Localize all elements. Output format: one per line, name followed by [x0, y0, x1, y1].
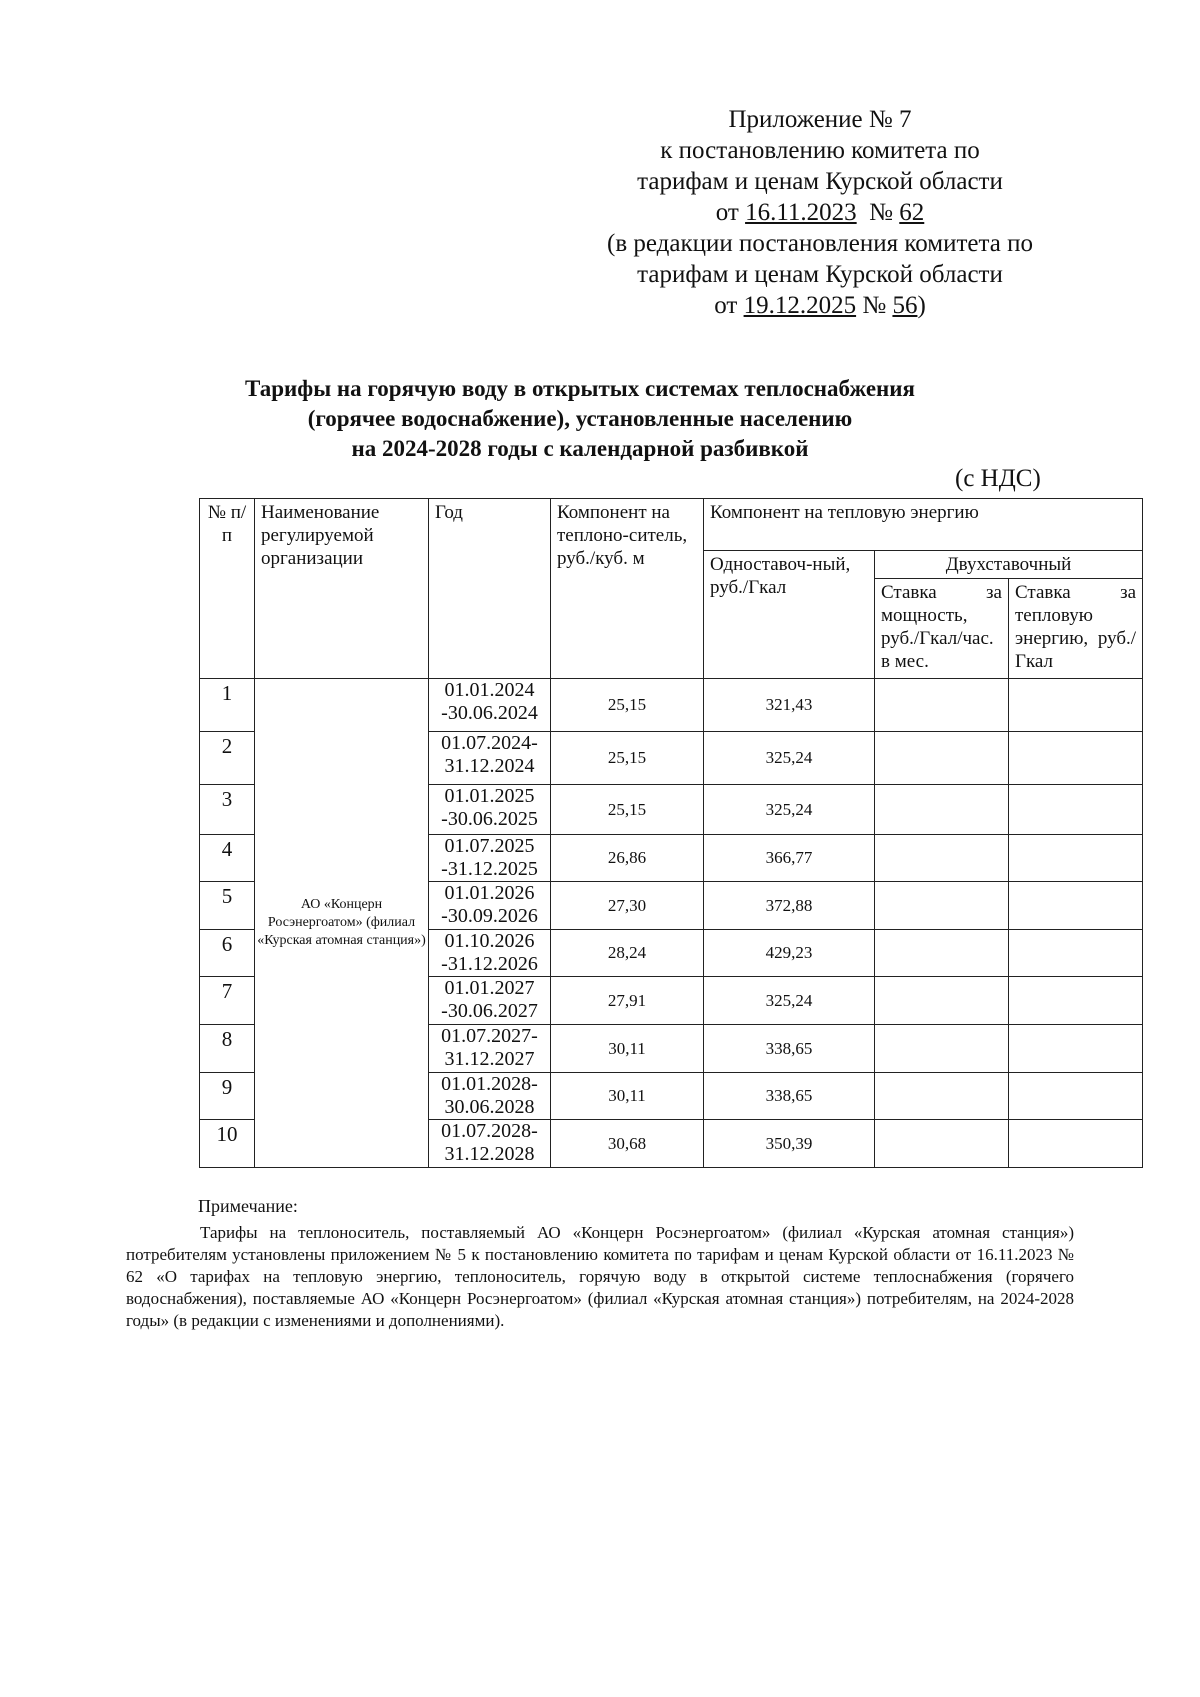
edit-line2: тарифам и ценам Курской области	[637, 261, 1003, 288]
period-end: -30.06.2024	[441, 702, 538, 724]
row-energy-rate	[1009, 732, 1143, 785]
header-org: Наименование регулируемой организации	[255, 499, 429, 679]
row-capacity-rate	[875, 732, 1009, 785]
appendix-num-prefix: №	[869, 199, 894, 226]
note-text: Тарифы на теплоноситель, поставляемый АО «Концерн Росэнергоатом» (филиал «Курская атомная станция») потребителям установлены приложением № 5 к постановлению комитета по тарифам и ценам Курской области от 16.11.2023 № 62 «О тарифах на тепловую энергию, теплоноситель, горячую воду в открытой системе теплоснабжения (горячего водоснабжения), поставляемые АО «Концерн Росэнергоатом» (филиал «Курская атомная станция») потребителям, на 2024-2028 годы» (в редакции с изменениями и дополнениями).	[126, 1223, 1074, 1330]
row-period	[429, 882, 551, 930]
row-capacity-rate	[875, 1120, 1009, 1168]
row-carrier: 30,11	[551, 1025, 704, 1073]
row-num: 6	[200, 930, 255, 977]
period-end: -30.09.2026	[441, 905, 538, 927]
period-start: 01.01.2025	[444, 785, 535, 807]
row-energy-rate	[1009, 785, 1143, 835]
period-start: 01.10.2026	[444, 930, 535, 952]
row-period	[429, 835, 551, 882]
row-period	[429, 1025, 551, 1073]
edit-num: 56	[892, 292, 918, 319]
period-end: -31.12.2026	[441, 953, 538, 975]
row-carrier: 28,24	[551, 930, 704, 977]
row-energy-rate	[1009, 1120, 1143, 1168]
row-carrier: 25,15	[551, 679, 704, 732]
edit-date: 19.12.2025	[743, 292, 857, 319]
row-single-rate: 338,65	[704, 1025, 875, 1073]
period-start: 01.01.2024	[444, 679, 535, 701]
row-period	[429, 1120, 551, 1168]
period-end: 31.12.2028	[444, 1143, 535, 1165]
table-row	[200, 679, 1143, 732]
row-num: 4	[200, 835, 255, 882]
row-energy-rate	[1009, 977, 1143, 1025]
period-start: 01.01.2027	[444, 977, 535, 999]
row-capacity-rate	[875, 977, 1009, 1025]
vat-note: (с НДС)	[955, 465, 1041, 492]
header-two-rate: Двухставочный	[875, 551, 1143, 579]
row-energy-rate	[1009, 1025, 1143, 1073]
period-start: 01.07.2025	[444, 835, 535, 857]
edit-date-prefix: от	[714, 292, 738, 319]
appendix-line3: тарифам и ценам Курской области	[637, 168, 1003, 195]
row-energy-rate	[1009, 1073, 1143, 1120]
row-capacity-rate	[875, 1025, 1009, 1073]
title-line2: (горячее водоснабжение), установленные населению	[307, 406, 853, 431]
appendix-header	[560, 104, 1080, 321]
row-single-rate: 325,24	[704, 785, 875, 835]
appendix-num: 62	[899, 199, 925, 226]
header-energy-rate: Ставка за тепловую энергию, руб./Гкал	[1009, 579, 1143, 679]
period-start: 01.07.2028-	[441, 1120, 538, 1142]
note-title: Примечание:	[198, 1196, 298, 1216]
tariff-table	[199, 498, 1143, 1168]
header-thermal: Компонент на тепловую энергию	[704, 499, 1143, 551]
row-capacity-rate	[875, 1073, 1009, 1120]
header-carrier: Компонент на теплоно-ситель, руб./куб. м	[551, 499, 704, 679]
row-energy-rate	[1009, 679, 1143, 732]
period-start: 01.01.2026	[444, 882, 535, 904]
row-carrier: 25,15	[551, 785, 704, 835]
row-capacity-rate	[875, 882, 1009, 930]
row-period	[429, 732, 551, 785]
edit-date-line	[560, 290, 1080, 321]
organization-name: АО «Концерн Росэнергоатом» (филиал «Курская атомная станция»)	[255, 679, 429, 1168]
row-carrier: 27,91	[551, 977, 704, 1025]
period-end: 31.12.2027	[444, 1048, 535, 1070]
appendix-number: Приложение № 7	[728, 106, 912, 133]
row-carrier: 25,15	[551, 732, 704, 785]
period-start: 01.07.2024-	[441, 732, 538, 754]
row-num: 9	[200, 1073, 255, 1120]
row-capacity-rate	[875, 835, 1009, 882]
header-num: № п/п	[200, 499, 255, 679]
edit-line1: (в редакции постановления комитета по	[607, 230, 1033, 257]
row-period	[429, 930, 551, 977]
row-capacity-rate	[875, 679, 1009, 732]
row-carrier: 26,86	[551, 835, 704, 882]
header-year: Год	[429, 499, 551, 679]
row-num: 5	[200, 882, 255, 930]
header-capacity-rate: Ставка за мощность, руб./Гкал/час. в мес.	[875, 579, 1009, 679]
period-end: -30.06.2025	[441, 808, 538, 830]
title-line3: на 2024-2028 годы с календарной разбивкой	[351, 436, 809, 461]
period-end: -31.12.2025	[441, 858, 538, 880]
row-single-rate: 366,77	[704, 835, 875, 882]
appendix-date-line	[560, 197, 1080, 228]
document-title	[200, 374, 960, 464]
title-line1: Тарифы на горячую воду в открытых системах теплоснабжения	[244, 376, 915, 401]
row-num: 7	[200, 977, 255, 1025]
row-capacity-rate	[875, 785, 1009, 835]
row-num: 1	[200, 679, 255, 732]
appendix-date: 16.11.2023	[745, 199, 857, 226]
row-single-rate: 350,39	[704, 1120, 875, 1168]
row-single-rate: 429,23	[704, 930, 875, 977]
row-num: 10	[200, 1120, 255, 1168]
row-energy-rate	[1009, 882, 1143, 930]
row-period	[429, 1073, 551, 1120]
row-single-rate: 325,24	[704, 732, 875, 785]
header-single-rate: Одноставоч-ный, руб./Гкал	[704, 551, 875, 679]
row-energy-rate	[1009, 835, 1143, 882]
row-single-rate: 325,24	[704, 977, 875, 1025]
row-carrier: 30,68	[551, 1120, 704, 1168]
edit-close: )	[917, 292, 926, 319]
row-period	[429, 785, 551, 835]
appendix-line2: к постановлению комитета по	[660, 137, 980, 164]
row-period	[429, 977, 551, 1025]
row-energy-rate	[1009, 930, 1143, 977]
row-num: 3	[200, 785, 255, 835]
row-single-rate: 338,65	[704, 1073, 875, 1120]
row-single-rate: 372,88	[704, 882, 875, 930]
period-start: 01.07.2027-	[441, 1025, 538, 1047]
period-end: 31.12.2024	[444, 755, 535, 777]
row-period	[429, 679, 551, 732]
period-end: 30.06.2028	[444, 1096, 535, 1118]
appendix-date-prefix: от	[715, 199, 739, 226]
row-num: 2	[200, 732, 255, 785]
period-start: 01.01.2028-	[441, 1073, 538, 1095]
row-num: 8	[200, 1025, 255, 1073]
edit-num-prefix: №	[862, 292, 887, 319]
row-capacity-rate	[875, 930, 1009, 977]
row-carrier: 27,30	[551, 882, 704, 930]
row-single-rate: 321,43	[704, 679, 875, 732]
period-end: -30.06.2027	[441, 1000, 538, 1022]
row-carrier: 30,11	[551, 1073, 704, 1120]
